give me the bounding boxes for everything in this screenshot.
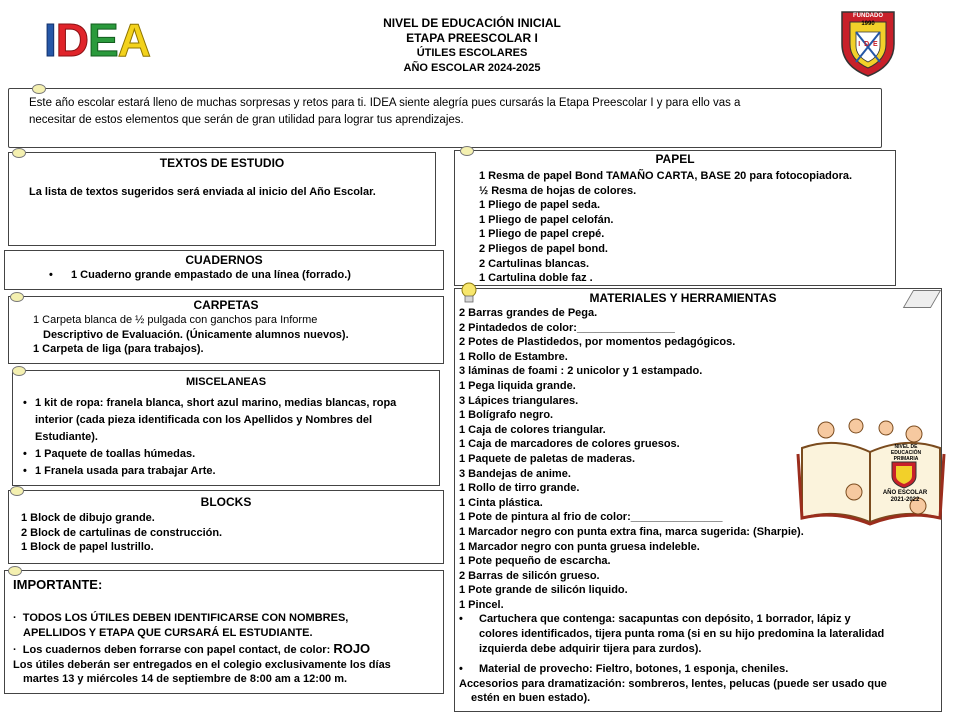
book-year-l2: 2021-2022 [890,497,920,503]
textos-title: TEXTOS DE ESTUDIO [159,156,285,170]
list-item: 1 Resma de papel Bond TAMAÑO CARTA, BASE 20 para fotocopiadora. [479,170,853,182]
papel-list [479,169,852,286]
lightbulb-icon [460,282,478,306]
list-item: 1 Caja de marcadores de colores gruesos. [459,438,680,451]
importante-title: IMPORTANTE: [13,577,103,592]
list-item: 2 Block de cartulinas de construcción. [21,526,223,539]
blocks-list [21,511,222,555]
importante-bullets [13,611,391,687]
list-item: 1 Cinta plástica. [459,496,543,509]
misc-item-1-l2: interior (cada pieza identificada con los Apellidos y Nombres del [35,414,373,426]
list-item: 1 Pega liquida grande. [459,379,576,392]
misc-item-1-l3: Estudiante). [35,431,98,443]
carpetas-box [8,296,444,364]
bullet-dot: · [13,612,17,624]
blocks-box [8,490,444,564]
book-title-l3: PRIMARIA [893,456,919,462]
materiales-bullets [459,612,887,676]
carpetas-item-1 [33,313,349,328]
importante-box [4,570,444,694]
textos-body: La lista de textos sugeridos será enviada al inicio del Año Escolar. [29,186,376,198]
pin-icon [12,148,26,158]
pin-icon [8,566,22,576]
intro-line-2: necesitar de estos elementos que serán de gran utilidad para lograr tus aprendizajes. [29,114,464,126]
list-item: 3 láminas de foami : 2 unicolor y 1 estampado. [459,365,703,378]
list-item: 2 Barras grandes de Pega. [459,307,598,319]
cuadernos-box [4,250,444,290]
cuadernos-title: CUADERNOS [185,253,263,267]
list-item: 1 Bolígrafo negro. [459,409,554,422]
carpetas-list [33,313,349,357]
misc-item-1-l1: • 1 kit de ropa: franela blanca, short azul marino, medias blancas, ropa [35,397,397,409]
pin-icon [10,292,24,302]
list-item: 1 Pliego de papel crepé. [479,228,605,241]
materiales-bullet-1-l1: • Cartuchera que contenga: sacapuntas con depósito, 1 borrador, lápiz y [479,613,851,626]
book-title [884,444,928,462]
page-header [340,16,604,76]
importante-item-3-l1: Los útiles deberán ser entregados en el colegio exclusivamente los días [13,658,391,671]
list-item: 1 Rollo de tirro grande. [459,482,580,495]
materiales-bullet-1-l3: izquierda debe adquirir tijera para zurdos). [479,642,702,655]
list-item: 1 Pote pequeño de escarcha. [459,555,611,568]
list-item: 1 Pote de pintura al frio de color:_______________ [459,511,723,524]
materiales-acc-l1: Accesorios para dramatización: sombreros, lentes, pelucas (puede ser usado que [459,677,887,690]
crest-founded: FUNDADO [853,13,883,19]
crest-letters: I D E [858,41,878,48]
miscelaneas-title: MISCELANEAS [185,376,267,388]
pin-icon [460,146,474,156]
blocks-title: BLOCKS [200,495,252,509]
importante-item-1-l2: APELLIDOS Y ETAPA QUE CURSARÁ EL ESTUDIANTE. [23,626,313,639]
miscelaneas-list [23,395,433,480]
list-item: 1 Marcador negro con punta gruesa indeleble. [459,540,700,553]
carpetas-item-1-cont: Descriptivo de Evaluación. (Únicamente alumnos nuevos). [43,328,349,341]
importante-item-1 [13,611,391,626]
miscelaneas-box [12,370,440,486]
header-stage: ETAPA PREESCOLAR I [406,31,538,45]
intro-line-1: Este año escolar estará lleno de muchas sorpresas y retos para ti. IDEA siente alegría pues cursarás la Etapa Preescolar I y para ello vas a [29,97,741,109]
idea-logo [44,16,200,64]
list-item: 1 Pote grande de silicón liquido. [459,584,628,597]
logo-letter-e: E [88,14,118,66]
importante-color: ROJO [333,641,371,656]
list-item: 2 Potes de Plastidedos, por momentos pedagógicos. [459,336,736,349]
importante-item-2-text: Los cuadernos deben forrarse con papel contact, de color: [22,644,334,656]
list-item: 2 Barras de silicón grueso. [459,569,600,582]
cuadernos-list [49,267,351,284]
list-item: ½ Resma de hojas de colores. [479,184,637,197]
list-item: 2 Pliegos de papel bond. [479,242,608,255]
carpetas-item-2: 1 Carpeta de liga (para trabajos). [33,343,204,356]
importante-item-3-l2: martes 13 y miércoles 14 de septiembre de 8:00 am a 12:00 m. [23,673,348,685]
header-level: NIVEL DE EDUCACIÓN INICIAL [383,16,561,30]
list-item: • Material de provecho: Fieltro, botones, 1 esponja, cheniles. [459,662,887,677]
papel-box [454,150,896,286]
list-item: 1 Pincel. [459,598,504,611]
header-year: AÑO ESCOLAR 2024-2025 [403,62,541,74]
list-item: 1 Block de dibujo grande. [21,512,155,524]
importante-item-2 [13,642,391,658]
book-title-l2: EDUCACIÓN [890,450,922,456]
list-item: 1 Caja de colores triangular. [459,423,606,436]
list-item: 3 Lápices triangulares. [459,394,579,407]
papel-title: PAPEL [655,152,695,166]
bullet-dot: · [13,644,17,656]
logo-letter-d: D [55,14,89,66]
list-item [23,395,433,446]
school-crest [838,8,898,78]
materiales-bullet-1-l2: colores identificados, tijera punta roma (si en su hijo predomina la lateralidad [479,628,885,641]
book-title-l1: NIVEL DE [894,444,918,450]
importante-item-1-l1: TODOS LOS ÚTILES DEBEN IDENTIFICARSE CON NOMBRES, [22,612,349,624]
book-year [880,490,930,504]
header-title: ÚTILES ESCOLARES [416,47,528,59]
textos-box [8,152,436,246]
list-item: 1 Paquete de paletas de maderas. [459,452,636,465]
logo-letter-a: A [117,14,150,66]
list-item: 2 Cartulinas blancas. [479,257,590,270]
list-item: 1 Pliego de papel seda. [479,199,601,212]
pin-icon [32,84,46,94]
intro-text [29,95,740,129]
list-item [459,612,887,656]
materiales-title: MATERIALES Y HERRAMIENTAS [589,291,777,305]
list-item: • 1 Franela usada para trabajar Arte. [23,463,433,480]
list-item: 1 Rollo de Estambre. [459,350,568,363]
list-item: 1 Block de papel lustrillo. [21,541,154,554]
list-item: • 1 Paquete de toallas húmedas. [23,446,433,463]
list-item: 1 Cartulina doble faz . [479,272,593,285]
pin-icon [12,366,26,376]
list-item: 2 Pintadedos de color:________________ [459,321,675,334]
book-illustration [796,418,946,530]
list-item: • 1 Cuaderno grande empastado de una línea (forrado.) [49,267,351,284]
list-item: 3 Bandejas de anime. [459,467,571,480]
materiales-acc-l2: estén en buen estado). [471,692,591,705]
list-item: 1 Marcador negro con punta extra fina, marca sugerida: (Sharpie). [459,525,804,538]
list-item: 1 Pliego de papel celofán. [479,213,614,226]
logo-letter-i: I [44,14,56,66]
carpetas-item-1-text: 1 Carpeta blanca de ½ pulgada con ganchos para Informe [33,314,318,326]
carpetas-title: CARPETAS [193,298,259,312]
crest-year: 1990 [861,21,875,27]
intro-box [8,88,882,148]
pin-icon [10,486,24,496]
book-year-l1: AÑO ESCOLAR [882,490,928,496]
